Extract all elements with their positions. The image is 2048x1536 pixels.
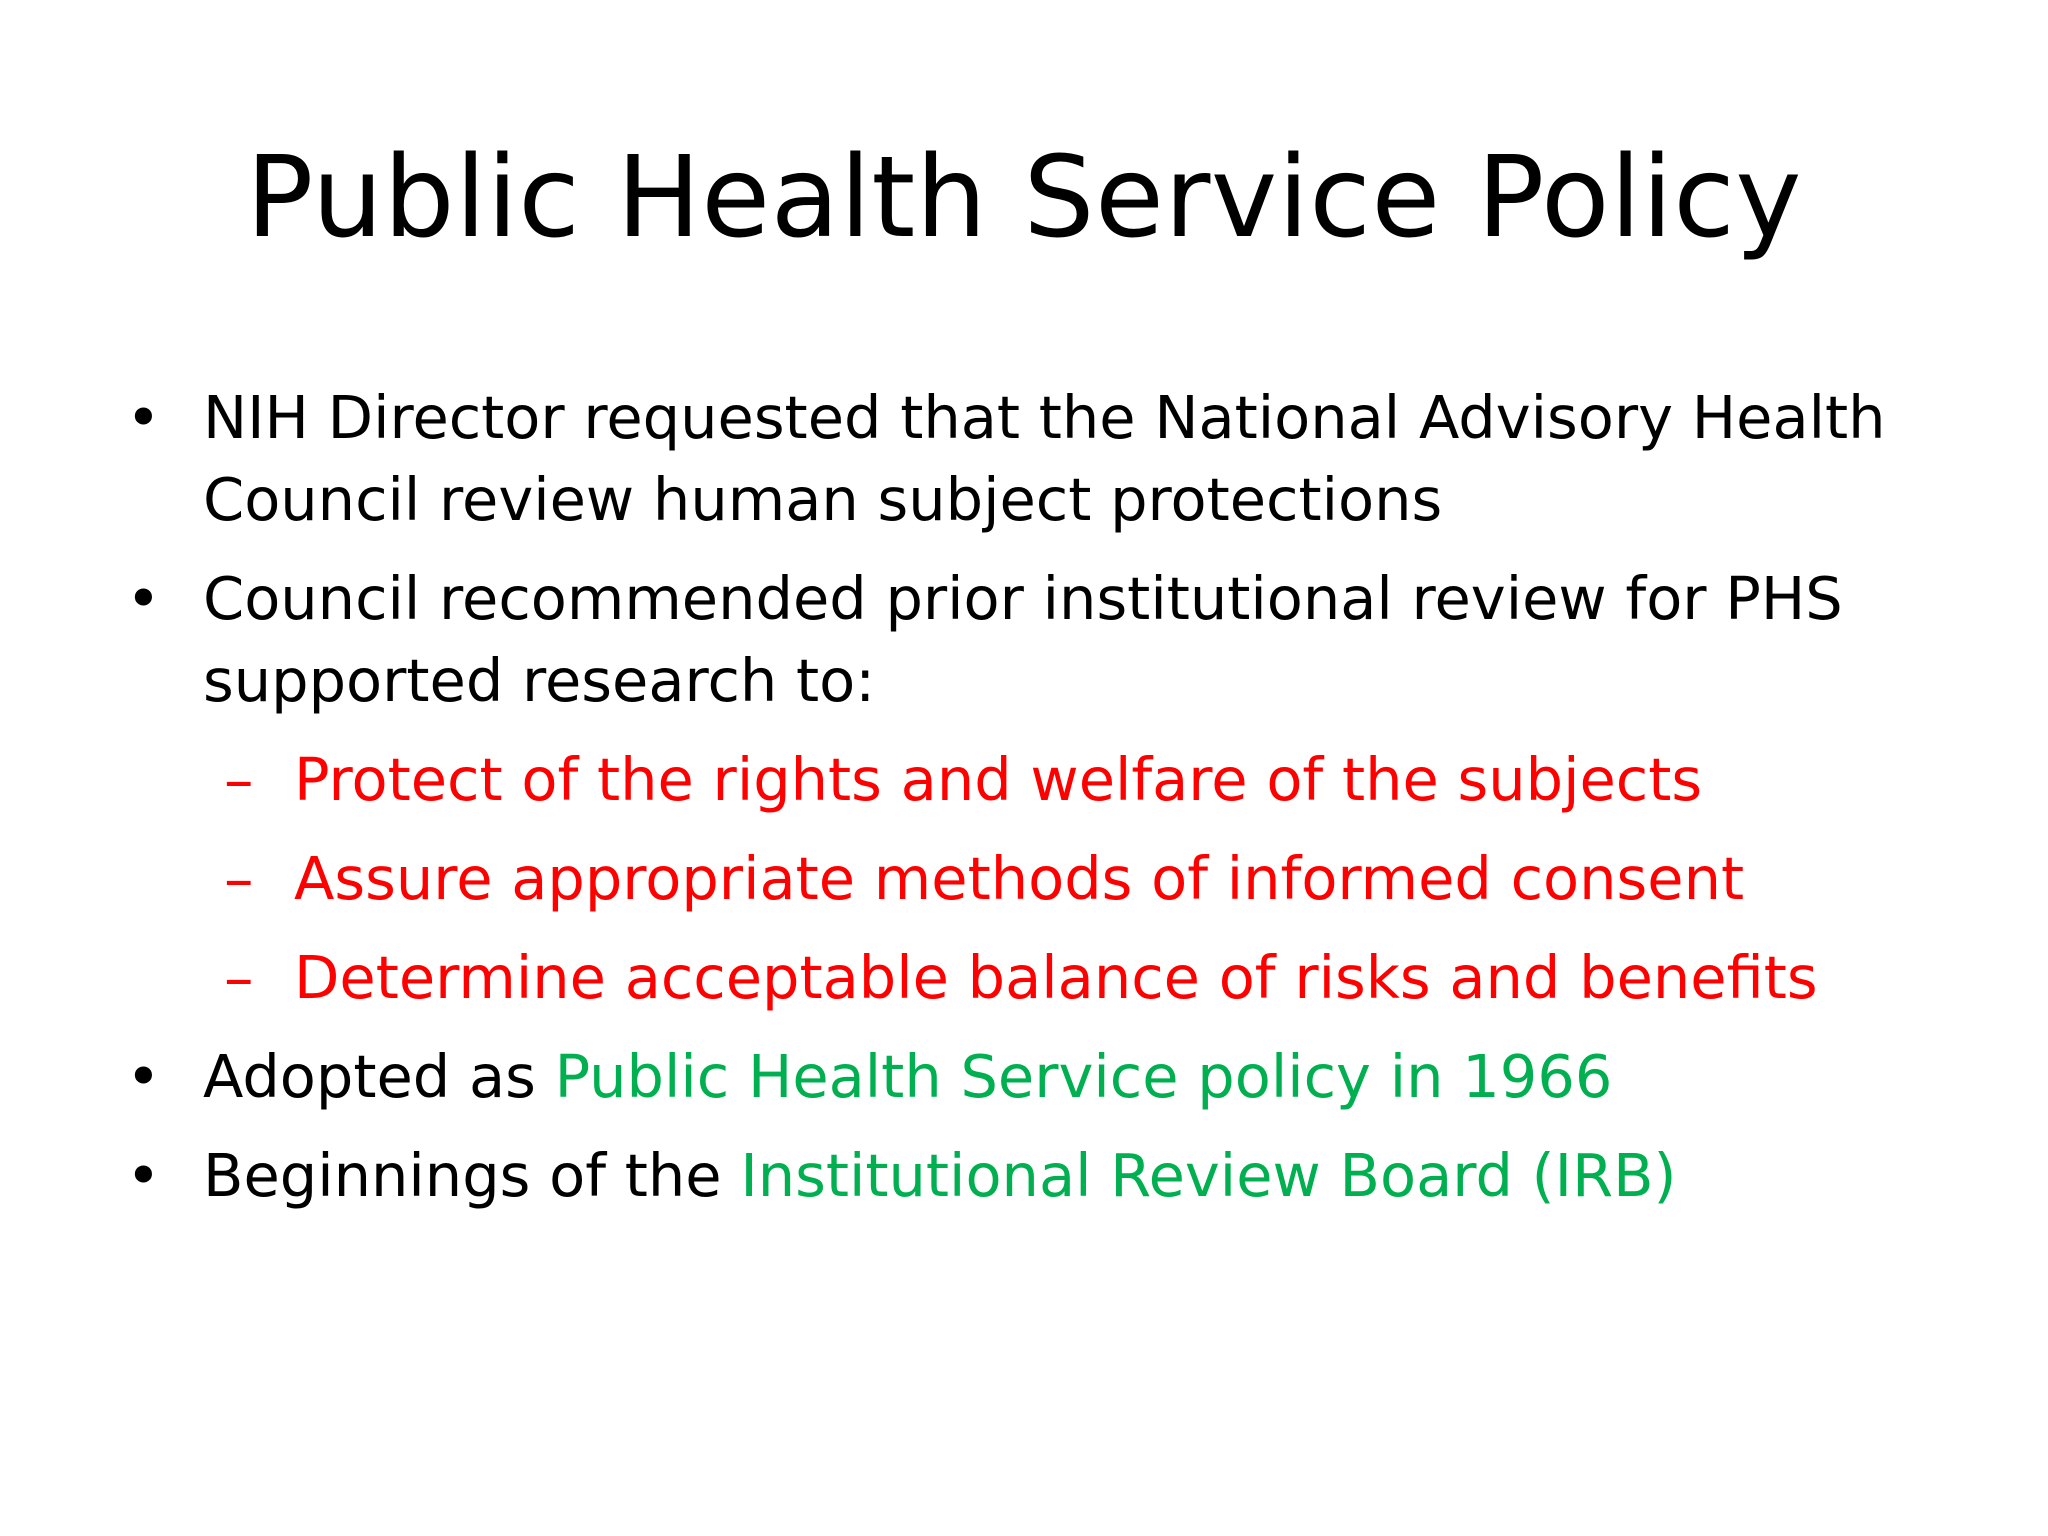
- sub-bullet-marker: –: [224, 844, 254, 913]
- sub-bullet-text: Protect of the rights and welfare of the subjects: [294, 745, 1703, 814]
- bullet-marker: •: [126, 383, 161, 452]
- bullet-text-highlight: Public Health Service policy in 1966: [554, 1042, 1613, 1111]
- sub-bullet-text: Determine acceptable balance of risks and benefits: [294, 943, 1818, 1012]
- bullet-marker: •: [126, 1042, 161, 1111]
- bullet-item: [126, 1135, 1677, 1217]
- bullet-marker: •: [126, 1141, 161, 1210]
- bullet-text-line: supported research to:: [203, 646, 876, 715]
- bullet-item: [126, 558, 1843, 640]
- bullet-text-line: NIH Director requested that the National Advisory Health: [203, 383, 1886, 452]
- bullet-item: [126, 377, 1886, 459]
- sub-bullet-marker: –: [224, 745, 254, 814]
- bullet-text-prefix: Beginnings of the: [203, 1141, 741, 1210]
- bullet-item: [126, 1036, 1613, 1118]
- sub-bullet-text: Assure appropriate methods of informed consent: [294, 844, 1745, 913]
- slide-title: Public Health Service Policy: [245, 133, 1803, 263]
- bullet-continuation: [203, 640, 875, 722]
- sub-bullet-marker: –: [224, 943, 254, 1012]
- bullet-text-line: Council review human subject protections: [203, 465, 1443, 534]
- sub-bullet-item: [224, 739, 1703, 821]
- bullet-marker: •: [126, 564, 161, 633]
- bullet-continuation: [203, 459, 1442, 541]
- sub-bullet-item: [224, 838, 1745, 920]
- bullet-text-highlight: Institutional Review Board (IRB): [740, 1141, 1677, 1210]
- sub-bullet-item: [224, 937, 1818, 1019]
- bullet-text-line: Council recommended prior institutional review for PHS: [203, 564, 1843, 633]
- bullet-text-prefix: Adopted as: [203, 1042, 555, 1111]
